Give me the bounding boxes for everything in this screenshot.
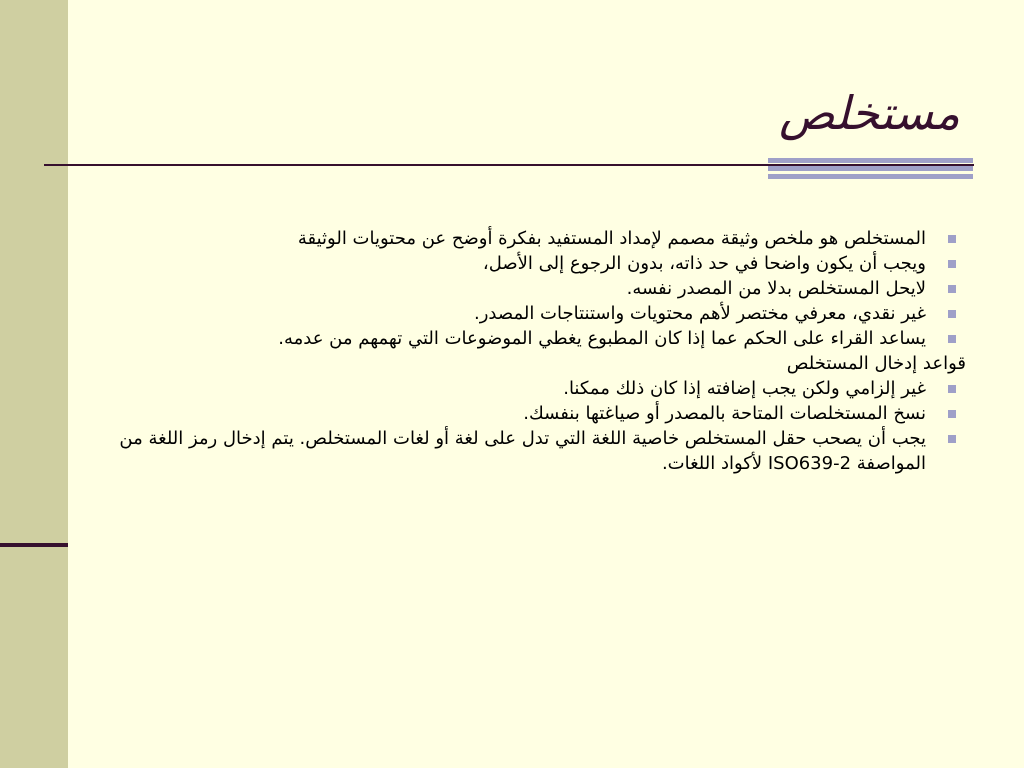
square-bullet-icon xyxy=(948,260,956,268)
square-bullet-icon xyxy=(948,435,956,443)
square-bullet-icon xyxy=(948,285,956,293)
square-bullet-icon xyxy=(948,310,956,318)
section-heading-text: قواعد إدخال المستخلص xyxy=(786,353,966,374)
bullet-item xyxy=(100,326,966,351)
bullet-item xyxy=(100,276,966,301)
bullet-item xyxy=(100,226,966,251)
bullet-text: يساعد القراء على الحكم عما إذا كان المطبوع يغطي الموضوعات التي تهمهم من عدمه. xyxy=(278,328,926,349)
square-bullet-icon xyxy=(948,410,956,418)
bullet-item xyxy=(100,301,966,326)
left-decorative-band xyxy=(0,0,68,768)
bullet-text: غير نقدي، معرفي مختصر لأهم محتويات واستنتاجات المصدر. xyxy=(473,303,926,324)
bullet-item xyxy=(100,251,966,276)
slide-title: مستخلص xyxy=(779,86,960,140)
bullet-text: لايحل المستخلص بدلا من المصدر نفسه. xyxy=(626,278,926,299)
square-bullet-icon xyxy=(948,335,956,343)
square-bullet-icon xyxy=(948,385,956,393)
bullet-text: المستخلص هو ملخص وثيقة مصمم لإمداد المستفيد بفكرة أوضح عن محتويات الوثيقة xyxy=(297,228,926,249)
bullet-item xyxy=(100,401,966,426)
accent-bar xyxy=(768,158,973,163)
bullet-text: يجب أن يصحب حقل المستخلص خاصية اللغة التي تدل على لغة أو لغات المستخلص. يتم إدخال رمز اللغة من المواصفة ISO639-2 لأكواد اللغات. xyxy=(119,428,926,474)
title-accent-bars xyxy=(768,158,973,180)
section-heading xyxy=(100,351,966,376)
bullet-text: نسخ المستخلصات المتاحة بالمصدر أو صياغتها بنفسك. xyxy=(523,403,926,424)
left-band-divider xyxy=(0,543,68,547)
square-bullet-icon xyxy=(948,235,956,243)
bullet-text: غير إلزامي ولكن يجب إضافته إذا كان ذلك ممكنا. xyxy=(563,378,926,399)
bullet-item xyxy=(100,426,966,476)
accent-bar xyxy=(768,166,973,171)
accent-bar xyxy=(768,174,973,179)
bullet-item xyxy=(100,376,966,401)
bullet-text: ويجب أن يكون واضحا في حد ذاته، بدون الرجوع إلى الأصل، xyxy=(482,253,926,274)
slide-body xyxy=(100,226,966,476)
